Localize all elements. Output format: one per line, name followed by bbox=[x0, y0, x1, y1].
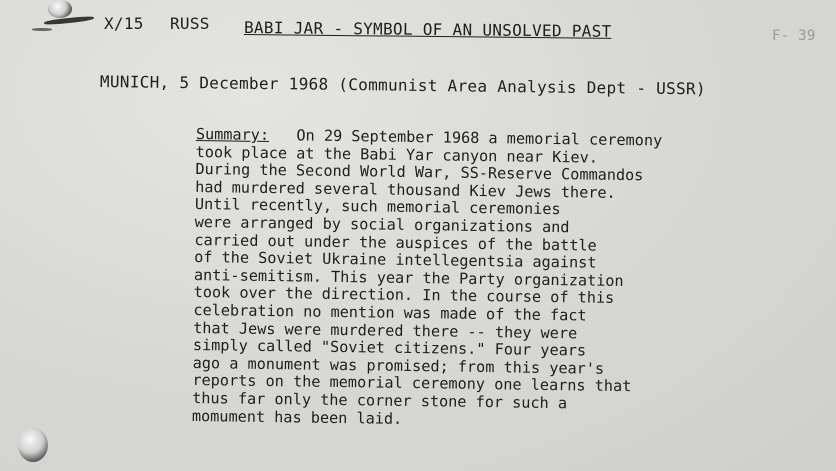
dateline: MUNICH, 5 December 1968 (Communist Area Analysis Dept - USSR) bbox=[99, 72, 706, 99]
text-line: of the Soviet Ukraine intellegentsia against bbox=[194, 248, 597, 272]
text-line: momument has been laid. bbox=[191, 406, 403, 428]
text-line: that Jews were murdered there -- they were bbox=[193, 318, 578, 342]
text-line: simply called "Soviet citizens." Four years bbox=[192, 336, 587, 360]
text-line: On 29 September 1968 a memorial ceremony bbox=[296, 126, 663, 150]
text-line: carried out under the auspices of the battle bbox=[194, 230, 597, 255]
page-mark: F- 39 bbox=[772, 28, 816, 44]
summary-body bbox=[192, 126, 786, 433]
text-line: took place at the Babi Yar canyon near Kiev. bbox=[195, 142, 599, 167]
text-line: thus far only the corner stone for such a bbox=[192, 388, 568, 413]
text-line: ago a monument was promised; from this year's bbox=[192, 353, 605, 378]
text-line: were arranged by social organizations and bbox=[194, 212, 570, 237]
punch-hole-top bbox=[48, 0, 72, 18]
text-line: Until recently, such memorial ceremonies bbox=[194, 195, 561, 219]
summary-label: Summary: bbox=[195, 125, 270, 145]
text-line: had murdered several thousand Kiev Jews there. bbox=[195, 177, 616, 202]
text-line: During the Second World War, SS-Reserve Commandos bbox=[195, 160, 644, 185]
text-line: anti-semitism. This year the Party organization bbox=[193, 265, 624, 290]
document-title: BABI JAR - SYMBOL OF AN UNSOLVED PAST bbox=[243, 18, 612, 41]
text-line: celebration no mention was made of the fact bbox=[193, 300, 587, 325]
punch-hole-bottom bbox=[18, 428, 48, 462]
text-line: took over the direction. In the course of this bbox=[193, 283, 615, 308]
text-line: reports on the memorial ceremony one learns that bbox=[192, 371, 632, 396]
ink-smudge bbox=[44, 15, 94, 25]
department-code: RUSS bbox=[170, 14, 210, 33]
ink-smudge bbox=[32, 28, 52, 31]
file-code: X/15 bbox=[104, 14, 144, 33]
